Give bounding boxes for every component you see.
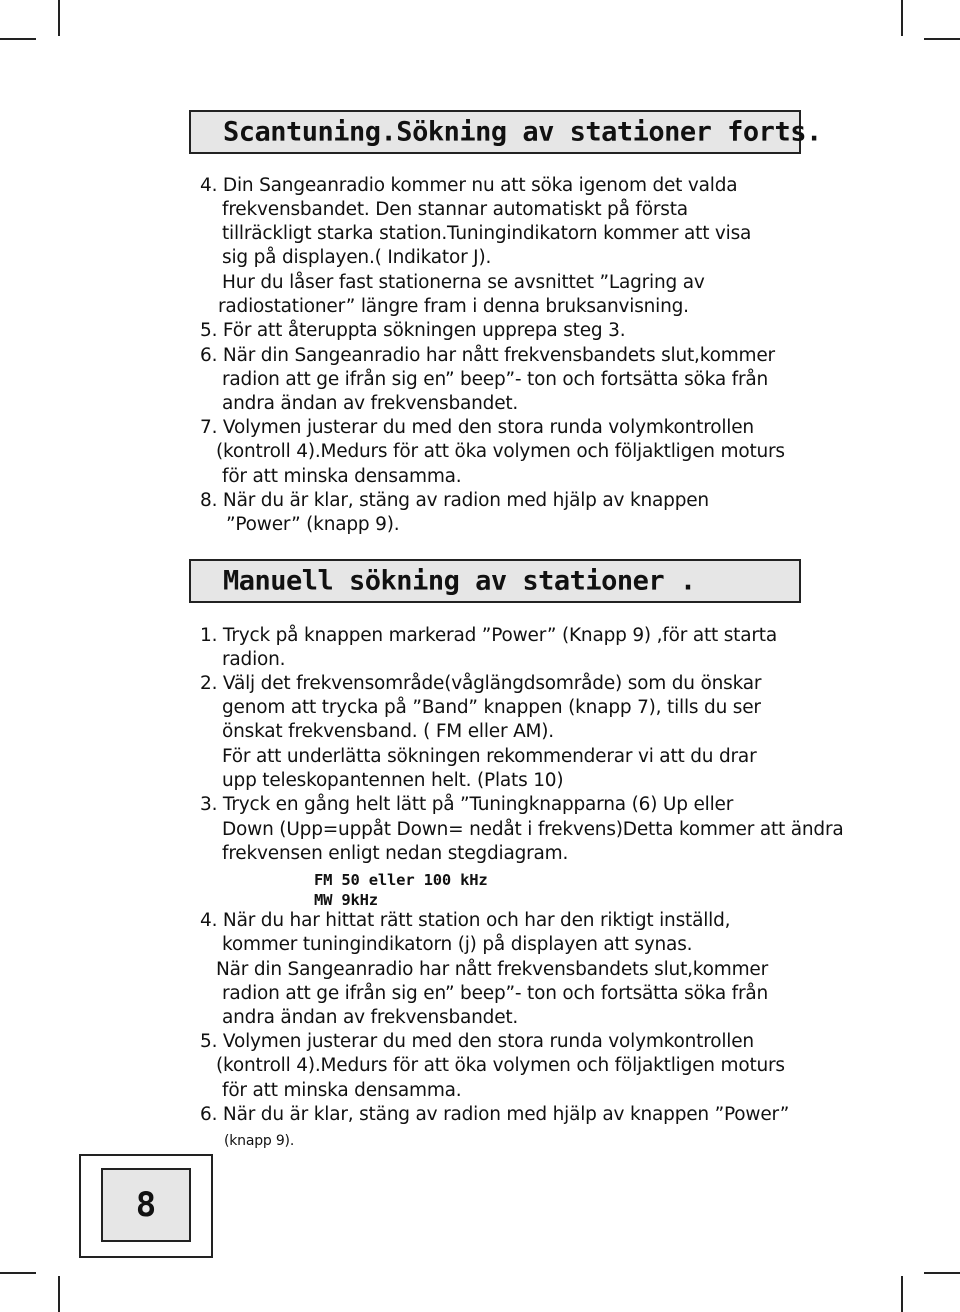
- frequency-step-mw: MW 9kHz: [314, 891, 378, 909]
- text-line: För att underlätta sökningen rekommenderar vi att du drar: [222, 746, 757, 767]
- text-line: kommer tuningindikatorn (j) på displayen att synas.: [222, 934, 693, 955]
- text-line: (kontroll 4).Medurs för att öka volymen och följaktligen moturs: [216, 441, 785, 462]
- text-line: 3. Tryck en gång helt lätt på ”Tuningknapparna (6) Up eller: [200, 794, 734, 815]
- text-line: radion att ge ifrån sig en” beep”- ton och fortsätta söka från: [222, 369, 769, 390]
- crop-mark-bottom-left-vertical: [58, 1276, 60, 1312]
- text-line: 1. Tryck på knappen markerad ”Power” (Knapp 9) ,för att starta: [200, 625, 777, 646]
- section-header-manuell: [189, 559, 801, 603]
- text-line: 4. När du har hittat rätt station och har den riktigt inställd,: [200, 910, 731, 931]
- text-line: När din Sangeanradio har nått frekvensbandets slut,kommer: [216, 959, 769, 980]
- crop-mark-bottom-left-horizontal: [0, 1272, 36, 1274]
- section-title: Scantuning.Sökning av stationer forts.: [223, 116, 822, 148]
- page-number-box: [79, 1154, 213, 1258]
- text-line: Hur du låser fast stationerna se avsnittet ”Lagring av: [222, 272, 705, 293]
- text-line: genom att trycka på ”Band” knappen (knapp 7), tills du ser: [222, 697, 761, 718]
- text-line: radion.: [222, 649, 286, 670]
- text-line: andra ändan av frekvensbandet.: [222, 393, 519, 414]
- text-line: sig på displayen.( Indikator J).: [222, 247, 492, 268]
- text-line: 6. När din Sangeanradio har nått frekvensbandets slut,kommer: [200, 345, 775, 366]
- text-line: 6. När du är klar, stäng av radion med hjälp av knappen ”Power”: [200, 1104, 790, 1125]
- crop-mark-bottom-right-horizontal: [924, 1272, 960, 1274]
- text-line: för att minska densamma.: [222, 1080, 462, 1101]
- text-line: 5. Volymen justerar du med den stora runda volymkontrollen: [200, 1031, 754, 1052]
- text-line: andra ändan av frekvensbandet.: [222, 1007, 519, 1028]
- text-line: önskat frekvensband. ( FM eller AM).: [222, 721, 554, 742]
- text-line: radiostationer” längre fram i denna bruksanvisning.: [218, 296, 689, 317]
- text-line: tillräckligt starka station.Tuningindikatorn kommer att visa: [222, 223, 752, 244]
- text-line: ”Power” (knapp 9).: [226, 514, 400, 535]
- text-line: för att minska densamma.: [222, 466, 462, 487]
- text-line: Down (Upp=uppåt Down= nedåt i frekvens)Detta kommer att ändra: [222, 819, 844, 840]
- text-line: 7. Volymen justerar du med den stora runda volymkontrollen: [200, 417, 754, 438]
- crop-mark-top-right-vertical: [901, 0, 903, 36]
- text-line: frekvensbandet. Den stannar automatiskt på första: [222, 199, 688, 220]
- text-line: 4. Din Sangeanradio kommer nu att söka igenom det valda: [200, 175, 738, 196]
- text-line: (kontroll 4).Medurs för att öka volymen och följaktligen moturs: [216, 1055, 785, 1076]
- section-title: Manuell sökning av stationer .: [223, 565, 696, 597]
- text-line: 8. När du är klar, stäng av radion med hjälp av knappen: [200, 490, 709, 511]
- page-number: 8: [101, 1168, 191, 1242]
- text-line: radion att ge ifrån sig en” beep”- ton och fortsätta söka från: [222, 983, 769, 1004]
- text-line: 2. Välj det frekvensområde(våglängdsområde) som du önskar: [200, 673, 762, 694]
- frequency-step-fm: FM 50 eller 100 kHz: [314, 871, 488, 889]
- crop-mark-top-right-horizontal: [924, 38, 960, 40]
- crop-mark-bottom-right-vertical: [901, 1276, 903, 1312]
- text-line: frekvensen enligt nedan stegdiagram.: [222, 843, 569, 864]
- crop-mark-top-left-vertical: [58, 0, 60, 36]
- section-header-scantuning: [189, 110, 822, 154]
- text-line: (knapp 9).: [224, 1133, 295, 1149]
- crop-mark-top-left-horizontal: [0, 38, 36, 40]
- text-line: 5. För att återuppta sökningen upprepa steg 3.: [200, 320, 626, 341]
- text-line: upp teleskopantennen helt. (Plats 10): [222, 770, 564, 791]
